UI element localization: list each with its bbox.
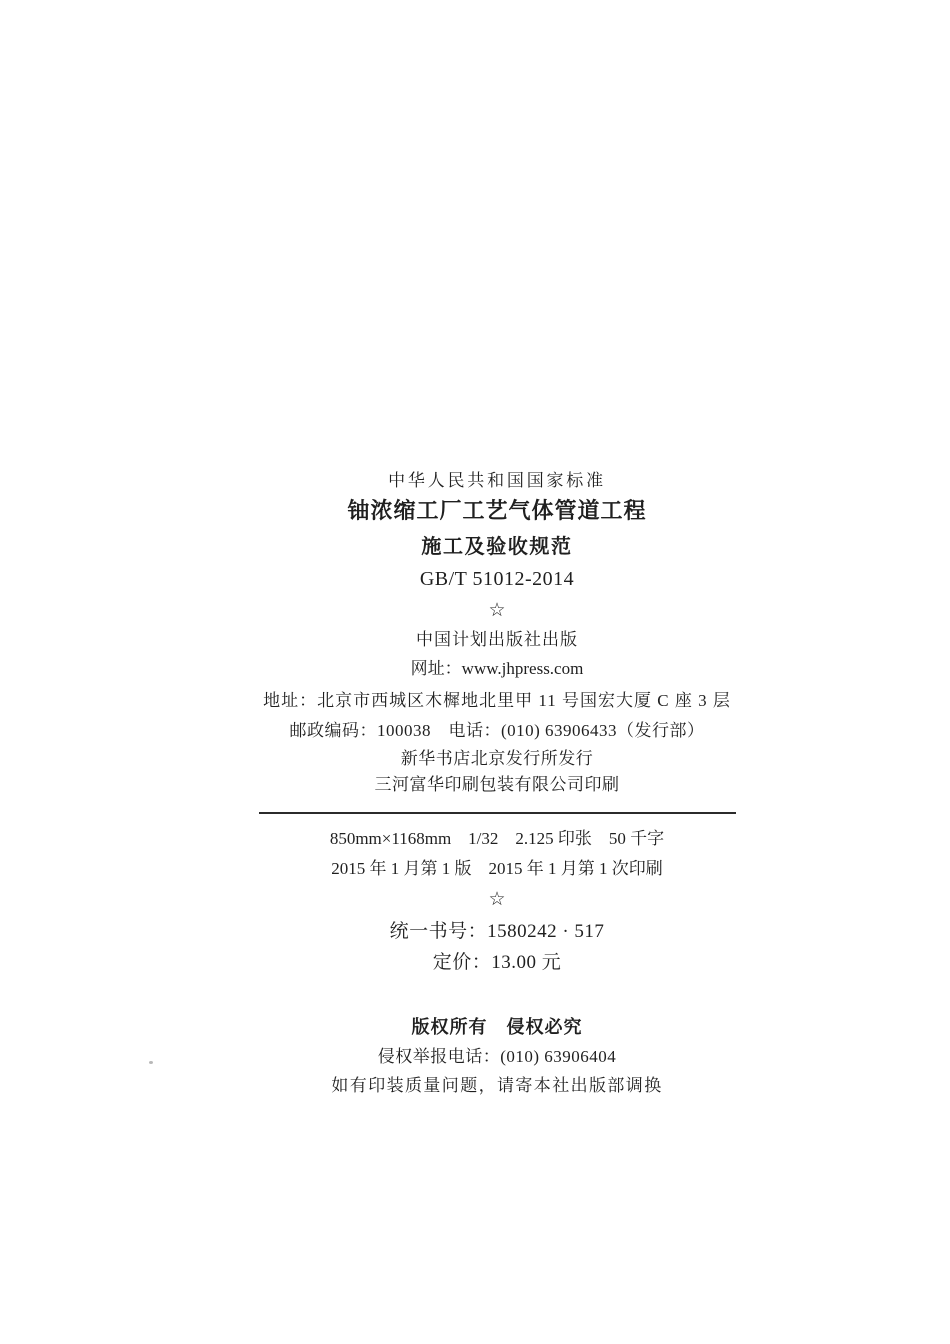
scan-speck [149, 1061, 153, 1064]
star-icon: ☆ [488, 600, 506, 621]
standard-code: GB/T 51012-2014 [419, 568, 575, 590]
price-line: 定价：13.00 元 [432, 952, 562, 973]
printer-line: 三河富华印刷包装有限公司印刷 [374, 775, 620, 794]
book-title-line1: 铀浓缩工厂工艺气体管道工程 [347, 498, 647, 523]
standard-label: 中华人民共和国国家标准 [388, 471, 606, 490]
divider-rule [259, 812, 736, 814]
copyright-notice: 版权所有 侵权必究 [411, 1017, 583, 1037]
quality-exchange-notice: 如有印装质量问题，请寄本社出版部调换 [331, 1076, 663, 1095]
star-icon: ☆ [488, 889, 506, 910]
publisher-line: 中国计划出版社出版 [416, 630, 578, 649]
distributor-line: 新华书店北京发行所发行 [400, 749, 594, 768]
book-title-line2: 施工及验收规范 [421, 536, 573, 558]
infringement-report-phone: 侵权举报电话：(010) 63906404 [377, 1047, 617, 1066]
format-spec-line: 850mm×1168mm 1/32 2.125 印张 50 千字 [329, 829, 665, 848]
postal-phone-line: 邮政编码：100038 电话：(010) 63906433（发行部） [289, 721, 705, 740]
address-line: 地址：北京市西城区木樨地北里甲 11 号国宏大厦 C 座 3 层 [263, 691, 731, 710]
colophon-content [22, 0, 950, 1098]
edition-line: 2015 年 1 月第 1 版 2015 年 1 月第 1 次印刷 [331, 859, 663, 878]
unified-book-number: 统一书号：1580242 · 517 [389, 921, 605, 942]
website-line: 网址：www.jhpress.com [410, 659, 584, 678]
